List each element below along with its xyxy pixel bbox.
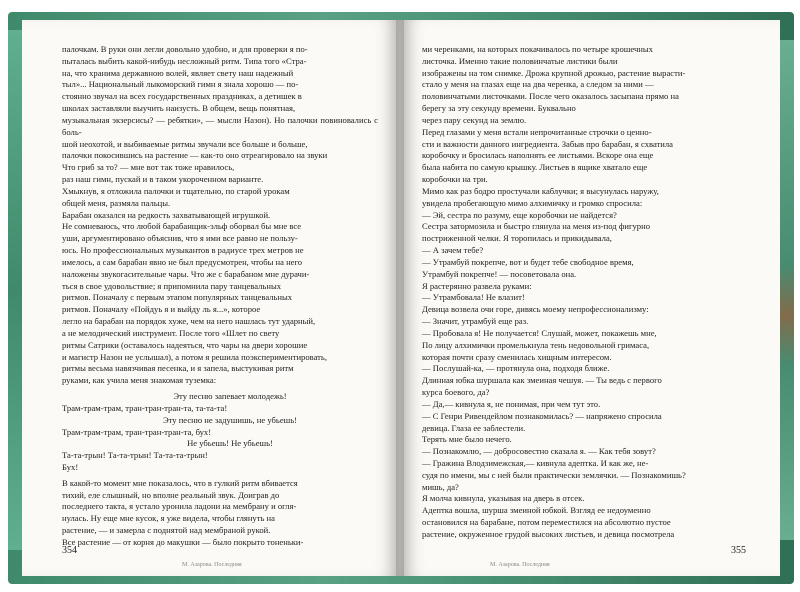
text-line: Мимо как раз бодро простучали каблучки; я высунулась наружу,: [422, 185, 659, 196]
text-line: Хмыкнув, я отложила палочки и тщательно, по старой урокам: [62, 185, 290, 196]
text-line: Я растерянно развела руками:: [422, 280, 532, 291]
text-line: берегу за эту секунду времени. Буквально: [422, 103, 576, 114]
text-line: ритмы Сатрики (оставалось надеяться, что чары на двери хорошие: [62, 339, 308, 350]
text-line: коробочку и бросилась наполнять ее листьями. Вскоре она еще: [422, 150, 654, 161]
text-line: пыталась выбить какой-нибудь несложный ритм. Типа того «Стра-: [62, 55, 307, 66]
text-line: шой неохотой, и выбиваемые ритмы звучали все больше и больше,: [62, 138, 308, 149]
text-line: — Пробовала я! Не получается! Слушай, может, покажешь мне,: [422, 327, 657, 338]
left-running-head: М. Азарова. Последняя: [182, 562, 242, 568]
text-line: Барабан оказался на редкость захватывающей игрушкой.: [62, 209, 271, 220]
text-line: увидела пробегающую мимо алхимичку и громко спросила:: [422, 197, 643, 208]
text-line: растение, окруженное грудой высоких листьев, и девица посмотрела: [422, 528, 675, 539]
text-line: юсь. Но профессиональных музыкантов в радиусе трех метров не: [62, 245, 304, 256]
text-line: последнего такта, я устало уронила ладони на мембрану и огля-: [62, 501, 297, 512]
text-line: Длинная юбка шуршала как змеиная чешуя. — Ты ведь с первого: [422, 375, 662, 386]
text-line: ритмов. Поначалу с первым этапом популярных танцевальных: [62, 292, 293, 303]
text-line: Терять мне было нечего.: [422, 434, 512, 445]
right-page-text: [422, 44, 744, 541]
verse-line: Бух!: [62, 461, 79, 472]
left-page: [22, 20, 400, 576]
text-line: — Утрамбовала! Не влазит!: [422, 292, 525, 303]
text-line: раз наш гимн, пускай и в таком укороченном варианте.: [62, 174, 264, 185]
text-line: руками, как учила меня знакомая туземка:: [62, 375, 217, 386]
left-page-number: 354: [62, 545, 77, 556]
text-line: — Познакомлю, — добросовестно сказала я. — Как тебя зовут?: [422, 446, 656, 457]
text-line: изображены на том снимке. Дрожа крупной дрожью, растение вырасти-: [422, 67, 686, 78]
text-line: — Эй, сестра по разуму, еще коробочки не найдется?: [422, 209, 617, 220]
text-line: ться в свое удовольствие; я припомнила пару танцевальных: [62, 280, 282, 291]
text-line: на, что хранима державною волей, являет свету наш надежный: [62, 67, 294, 78]
text-line: Девица возвела очи горе, дивясь моему непрофессионализму:: [422, 304, 649, 315]
verse-line: Трам-трам-трам, тран-тран-тран-та, та-та-та!: [62, 402, 228, 413]
text-line: которая почти сразу сменилась хищным интересом.: [422, 351, 612, 362]
song-verse: [62, 391, 378, 474]
text-line: — С Генри Ривендейлом познакомилась? — напряжено спросила: [422, 410, 662, 421]
text-line: Что гриб за то? — мне вот так тоже нравилось,: [62, 162, 235, 173]
text-line: наложены звукогасительные чары. Что же с барабаном мне дурачи-: [62, 268, 310, 279]
text-line: а не мелодический инструмент. После того «Шлет по свету: [62, 327, 280, 338]
text-line: тихий, еле слышный, но вполне реальный звук. Доиграв до: [62, 489, 280, 500]
text-line: Все растение — от корня до макушки — было покрыто тоненьки-: [62, 536, 304, 547]
text-line: курса боевого, да?: [422, 387, 490, 398]
text-line: постриженной челки. Я торопилась и прикидывала,: [422, 233, 612, 244]
text-line: Перед глазами у меня встали непрочитанные строчки о ценно-: [422, 126, 652, 137]
text-line: стало у меня на глазах еще на два черенка, а следом за ними —: [422, 79, 654, 90]
text-line: Не сомневаюсь, что любой барабанщик-эльф оборвал бы мне все: [62, 221, 302, 232]
verse-line: Не убьешь! Не убьешь!: [187, 438, 273, 449]
text-line: Адептка вошла, шурша змеиной юбкой. Взгляд ее недоуменно: [422, 505, 651, 516]
text-line: Утрамбуй покрепче! — посоветовала она.: [422, 268, 577, 279]
text-line: листочка. Именно такие половинчатые листики были: [422, 55, 618, 66]
verse-line: Трам-трам-трам, тран-тран-тран-та, бух!: [62, 426, 212, 437]
right-running-head: М. Азарова. Последняя: [490, 562, 550, 568]
text-line: ритмы весьма навязчивая песенка, и я запела, выстукивая ритм: [62, 363, 294, 374]
text-line: коробочки на три.: [422, 174, 488, 185]
text-line: имелось, а сам барабан явно не был предусмотрен, чтобы на него: [62, 256, 303, 267]
text-line: палочкам. В руки они легли довольно удобно, и для проверки я по-: [62, 44, 308, 54]
text-line: общей меня, размяла пальцы.: [62, 197, 171, 208]
text-line: В какой-то момент мне показалось, что в гулкий ритм вбивается: [62, 477, 298, 488]
text-line: ритмов. Поначалу «Пойдуь я и выйду ль я...», которое: [62, 304, 261, 315]
text-line: была набита по самую крышку. Листьев в ящике хватало еще: [422, 162, 648, 173]
text-line: музыкальная экзерсисы? — ребятки», — мысли Назон). Но палочки повиновались с боль-: [62, 114, 378, 137]
text-line: По лицу алхимички промелькнула тень недовольной гримаса,: [422, 339, 650, 350]
text-line: тыл»... Национальный лыкоморский гимн я знала хорошо — по-: [62, 79, 299, 90]
verse-line: Та-та-трын! Та-та-трын! Та-та-та-трын!: [62, 450, 208, 461]
text-line: мишь, да?: [422, 481, 459, 492]
text-line: и магистр Назон не услышал), а потом я решила поэкспериментировать,: [62, 351, 328, 362]
text-line: — Послушай-ка, — протянула она, подходя ближе.: [422, 363, 610, 374]
text-line: уши, аргументировано объяснив, что я ими все равно не пользу-: [62, 233, 298, 244]
text-line: — Гражина Влодзимежская,— кивнула адептка. И как же, не-: [422, 457, 649, 468]
text-line: — Да,— кивнула я, не понимая, при чем тут это.: [422, 398, 601, 409]
verse-line: Эту песню не задушишь, не убьешь!: [162, 414, 298, 425]
right-page-number: 355: [731, 545, 746, 556]
text-line: палочки покосившись на растение — как-то оно отреагировало на звуки: [62, 150, 328, 161]
left-page-text: [62, 44, 378, 549]
text-line: остановился на барабане, потом переместился на абсолютно пустое: [422, 517, 671, 528]
book-spine: [396, 20, 404, 576]
text-line: судя по имени, мы с ней были практически землячки. — Познакомишь?: [422, 469, 686, 480]
text-line: сти и важности данного ингредиента. Забыв про барабан, я схватила: [422, 138, 673, 149]
text-line: девица. Глаза ее заблестели.: [422, 422, 526, 433]
text-line: стоянно звучал на всех государственных праздниках, а детишек в: [62, 91, 302, 102]
text-line: — Значит, утрамбуй еще раз.: [422, 316, 529, 327]
text-line: ми черенками, на которых покачивалось по четыре крошечных: [422, 44, 653, 54]
text-line: Я молча кивнула, указывая на дверь в отсек.: [422, 493, 585, 504]
text-line: половинчатыми листочками. После чего оказалось засыпана прямо на: [422, 91, 679, 102]
text-line: школах заставляли выучить наизусть. В общем, вещь понятная,: [62, 103, 296, 114]
text-line: — А зачем тебе?: [422, 245, 484, 256]
text-line: нулась. Ну еще мне кусок, я уже видела, чтобы глянуть на: [62, 513, 275, 524]
text-line: через пару секунд на землю.: [422, 114, 527, 125]
text-line: растение, — и замерла с поднятой над мембраной рукой.: [62, 525, 271, 536]
text-line: — Утрамбуй покрепче, вот и будет тебе свободное время,: [422, 256, 634, 267]
right-page: [400, 20, 780, 576]
text-line: легло на барабан на порядок хуже, чем на него нашлась тут ударный,: [62, 316, 316, 327]
text-line: Сестра затормозила и быстро глянула на меня из-под фигурно: [422, 221, 651, 232]
verse-line: Эту песню запевает молодежь!: [173, 391, 287, 402]
